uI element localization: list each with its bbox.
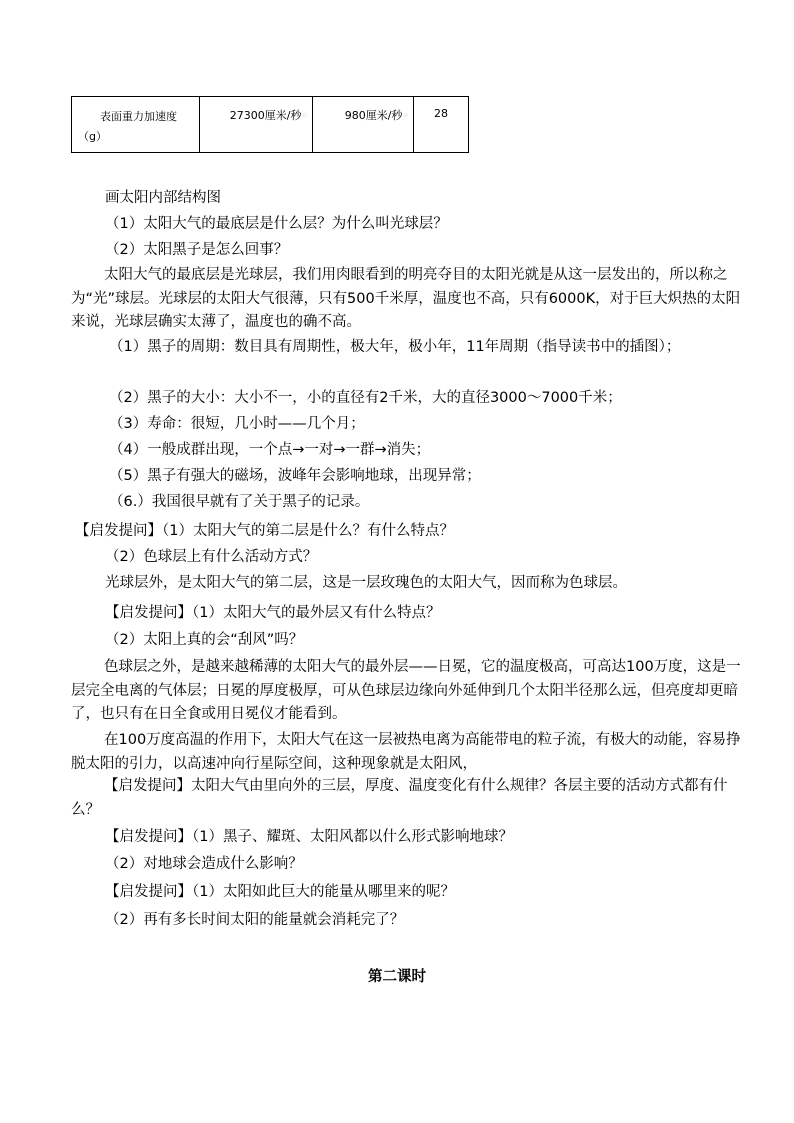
- gravity-table: [71, 96, 469, 153]
- prompt-question: 【启发提问】太阳大气由里向外的三层，厚度、温度变化有什么规律？各层主要的活动方式都有什么？: [71, 778, 728, 818]
- prompt-question: （2）再有多长时间太阳的能量就会消耗完了？: [105, 912, 405, 928]
- question-line: （2）太阳黑子是怎么回事？: [105, 242, 289, 258]
- question-line: （1）太阳大气的最底层是什么层？为什么叫光球层？: [105, 216, 448, 232]
- sunspot-item: （6.）我国很早就有了关于黑子的记录。: [109, 494, 370, 510]
- paragraph-photosphere: 太阳大气的最底层是光球层，我们用肉眼看到的明亮夺目的太阳光就是从这一层发出的，所以称之为“光”球层。光球层的太阳大气很薄，只有500千米厚，温度也不高，只有6000K，对于巨大炽热的太阳来说，光球层确实太薄了，温度也的确不高。: [71, 267, 741, 330]
- paragraph-solar-wind: 在100万度高温的作用下，太阳大气在这一层被热电离为高能带电的粒子流，有极大的动能，容易挣脱太阳的引力，以高速冲向行星际空间，这种现象就是太阳风，: [71, 732, 741, 772]
- prompt-question: （2）对地球会造成什么影响？: [105, 856, 303, 872]
- sunspot-item: （2）黑子的大小：大小不一，小的直径有2千米，大的直径3000～7000千米；: [109, 390, 622, 406]
- sunspot-item: （3）寿命：很短，几小时——几个月；: [109, 416, 365, 432]
- sunspot-item: （5）黑子有强大的磁场，波峰年会影响地球，出现异常；: [109, 468, 481, 484]
- table-cell-sun: 27300厘米/秒: [229, 109, 302, 122]
- paragraph-chromosphere: 光球层外，是太阳大气的第二层，这是一层玫瑰色的太阳大气，因而称为色球层。: [105, 575, 627, 591]
- prompt-question: （2）太阳上真的会“刮风”吗？: [105, 632, 304, 648]
- table-cell-earth: 980厘米/秒: [344, 109, 403, 122]
- lesson-heading: 第二课时: [368, 969, 426, 985]
- prompt-question: 【启发提问】（1）太阳大气的第二层是什么？有什么特点？: [75, 523, 454, 539]
- prompt-question: 【启发提问】（1）太阳大气的最外层又有什么特点？: [105, 605, 441, 621]
- prompt-question: （2）色球层上有什么活动方式？: [105, 549, 318, 565]
- table-cell-label: 表面重力加速度（g）: [78, 110, 177, 143]
- table-cell-ratio: 28: [434, 107, 448, 120]
- prompt-question: 【启发提问】（1）黑子、耀斑、太阳风都以什么形式影响地球？: [105, 829, 513, 845]
- section-title: 画太阳内部结构图: [105, 190, 221, 206]
- table-row: 表面重力加速度（g） 27300厘米/秒◦ 980厘米/秒◦ 28: [72, 97, 469, 153]
- sunspot-item: （1）黑子的周期：数目具有周期性，极大年，极小年，11年周期（指导读书中的插图）；: [109, 339, 681, 355]
- prompt-question: 【启发提问】（1）太阳如此巨大的能量从哪里来的呢？: [105, 884, 455, 900]
- sunspot-item: （4）一般成群出现，一个点→一对→一群→消失；: [109, 442, 431, 458]
- paragraph-corona: 色球层之外，是越来越稀薄的太阳大气的最外层——日冕，它的温度极高，可高达100万度，这是一层完全电离的气体层；日冕的厚度极厚，可从色球层边缘向外延伸到几个太阳半径那么远，但亮度却更暗了，也只有在日全食或用日冕仪才能看到。: [71, 659, 741, 722]
